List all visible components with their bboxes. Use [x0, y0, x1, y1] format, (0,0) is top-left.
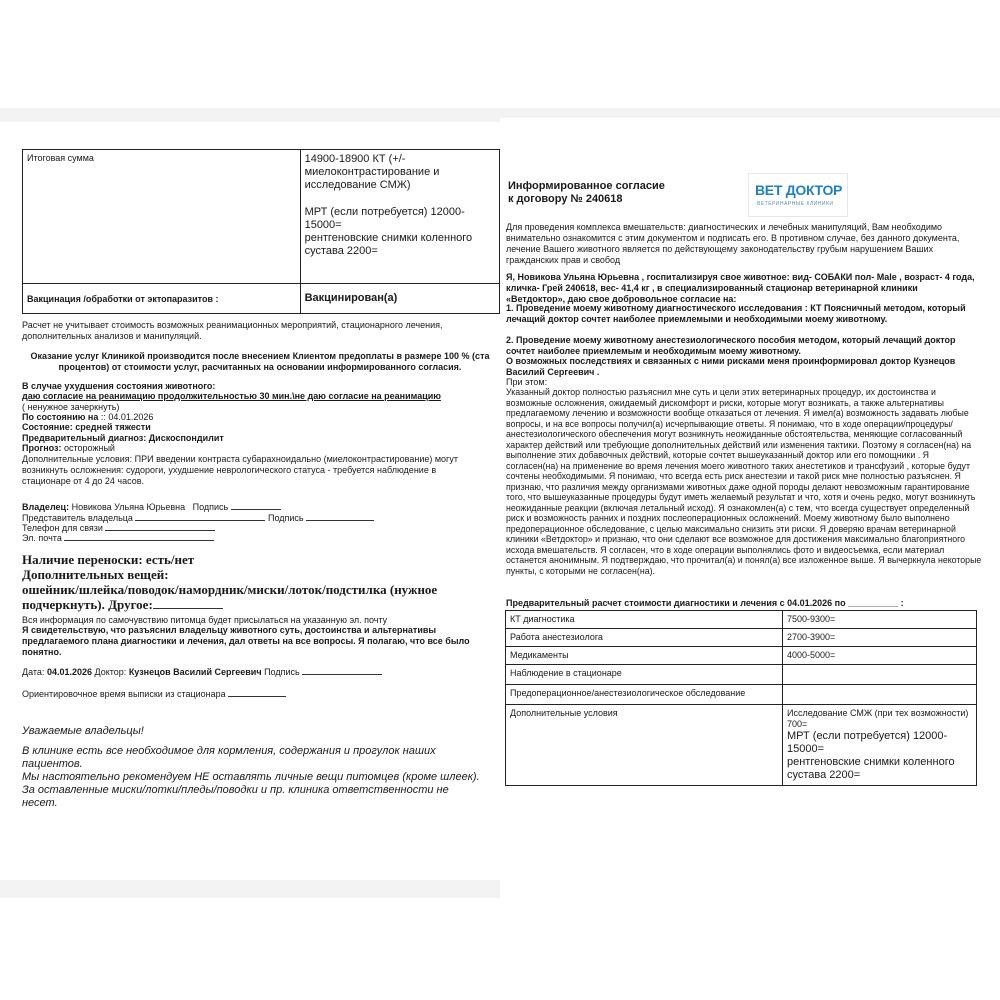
- owner-name: Новикова Ульяна Юрьевна: [71, 502, 186, 512]
- vaccination-label: Вакцинация /обработки от эктопаразитов :: [23, 284, 301, 314]
- cost-row-name: КТ диагностика: [506, 611, 783, 629]
- cost-row-name: Предоперационное/анестезиологическое обследование: [506, 685, 783, 705]
- doctor-certification: Я свидетельствую, что разъяснил владельцу животного суть, достоинства и альтернативы предлагаемого плана диагностики и лечения, дал ответы на все вопросы. Я полагаю, что все было понятно.: [22, 625, 470, 657]
- extra-conditions-value: [783, 705, 977, 786]
- prognosis-line: [22, 443, 115, 454]
- vetdoctor-logo: [748, 173, 848, 217]
- clinic-info: [22, 745, 482, 810]
- owner-label: Владелец:: [22, 502, 70, 512]
- cost-row-value: [783, 685, 977, 705]
- email-info-note: Вся информация по самочувствию питомца будет присылаться на указанную эл. почту: [22, 615, 388, 625]
- risks-info: О возможных последствиях и связанных с ними рисками меня проинформировал доктор Кузнецов Василий Сергеевич .: [506, 356, 956, 377]
- consent-title: [508, 180, 665, 206]
- doctor-signature-field[interactable]: [302, 674, 382, 675]
- owner-line: [22, 502, 492, 513]
- email-line: [22, 533, 214, 544]
- state-date-label: По состоянию на: [22, 412, 99, 422]
- date-value: 04.01.2026: [46, 667, 92, 677]
- diagnosis-label: Предварительный диагноз:: [22, 433, 147, 443]
- items-list: ошейник/шлейка/поводок/намордник/миски/лоток/подстилка (нужное подчеркнуть). Другое:: [22, 582, 438, 612]
- summary-mri-price: МРТ (если потребуется) 12000-15000=: [304, 206, 465, 231]
- where-label: При этом:: [506, 377, 548, 387]
- discharge-time-field[interactable]: [228, 696, 286, 697]
- prepayment-notice: Оказание услуг Клиникой производится после внесением Клиентом предоплаты в размере 100 % (ста процентов) от стоимости услуг, расчитанных на основании информированного согласия.: [30, 351, 490, 372]
- logo-text: ВЕТ ДОКТОР: [755, 182, 843, 198]
- consent-main: Я, Новикова Ульяна Юрьевна , госпитализируя свое животное: вид- СОБАКИ пол- Male , возраст- 4 года, кличка- Грей 240618, вес- 41,4 кг , в специализированный стационар ветеринарной клиники «Ветдоктор», даю свое добровольное согласие на:: [506, 272, 975, 304]
- owner-signature-field[interactable]: [231, 509, 281, 510]
- items-title: Дополнительных вещей:: [22, 567, 169, 582]
- cost-row-name: Наблюдение в стационаре: [506, 665, 783, 685]
- cost-row: [506, 647, 977, 665]
- phone-label: Телефон для связи: [22, 523, 103, 533]
- summary-table: [22, 149, 500, 314]
- owner-sign-label: Подпись: [192, 502, 229, 512]
- representative-field[interactable]: [135, 520, 265, 521]
- email-field[interactable]: [64, 540, 214, 541]
- prognosis-value: осторожный: [64, 443, 115, 453]
- xray-price: рентгеновские снимки коленного сустава 2200=: [787, 756, 955, 781]
- belongings-block: [22, 552, 472, 612]
- discharge-line: [22, 689, 492, 700]
- summary-label: Итоговая сумма: [23, 150, 301, 284]
- representative-sign-label: Подпись: [267, 513, 304, 523]
- phone-field[interactable]: [105, 530, 215, 531]
- items-list-line: [22, 582, 472, 612]
- cost-row: [506, 665, 977, 685]
- right-document-page: [500, 118, 1000, 898]
- representative-signature-field[interactable]: [306, 520, 374, 521]
- cost-row-name: Работа анестезиолога: [506, 629, 783, 647]
- diagnosis-value: Дискоспондилит: [148, 433, 224, 443]
- representative-label: Представитель владельца: [22, 513, 133, 523]
- state-date-value: :: 04.01.2026: [100, 412, 154, 422]
- consent-item-1: 1. Проведение моему животному диагностического исследования : КТ Поясничный методом, который лечащий доктор сочтет наиболее приемлемыми и необходимыми моему животному.: [506, 303, 966, 324]
- doctor-label: Доктор:: [94, 667, 127, 677]
- strike-note: ( ненужное зачеркнуть): [22, 402, 120, 412]
- email-label: Эл. почта: [22, 533, 62, 543]
- summary-xray-price: рентгеновские снимки коленного сустава 2200=: [304, 232, 473, 257]
- consent-body: Указанный доктор полностью разъяснил мне суть и цели этих ветеринарных процедур, их достоинства и возможные осложнения, ожидаемый дискомфорт и риски, которые могут возникать, а также альтернативы предлагаемому лечению и возможности вообще отказаться от лечения. Я имел(а) возможность задавать любые вопросы, и на все вопросы получил(а) исчерпывающие ответы. Я понимаю, что в ходе операции/процедуры/ анестезиологического обеспечения могут возникнуть неожиданные обстоятельства, меняющие согласованный характер действий или требующие дополнительных действий или изменения тактики. Поэтому я согласен(на) на выполнение этих добавочных действий, которые сочтет вышеуказанный доктор или его помощники . Я согласен(на) на применение во время лечения моего животного таких анестетиков и трансфузий , которые будут сочтены необходимыми. Я понимаю, что всегда есть риск анестезии и такой риск мне полностью разъяснен. Я признаю, что различия между организмами животных даже одной породы делают невозможным гарантирование того, что вышеуказанные процедуры будут иметь желаемый результат и что, хотя и очень редко, могут возникнуть неожиданные реакции (включая летальный исход). Я ознакомлен(а) с тем, что всегда существует определенный риск и возможность ранних и поздних послеоперационных осложнений. Моему животному было выполнено предоперационное обследование, с целью максимально снизить эти риски. Я доверяю врачам ветеринарной клиники «Ветдоктор» и признаю, что они сделают все возможное для достижения максимально благоприятного исхода вмешательств. Я согласен, что в ходе операции выполнялись фото и видеосъемка, если материал останется анонимным. Я подтверждаю, что прочитал(а) и понял(а) все изложенное выше. Я вычеркнула некоторые пункты, с которыми не согласен(на).: [506, 387, 982, 576]
- extra-conditions-label: Дополнительные условия: [506, 705, 783, 786]
- condition-value: средней тяжести: [75, 422, 151, 432]
- mri-price: МРТ (если потребуется) 12000-15000=: [787, 730, 948, 755]
- condition-line: [22, 422, 151, 433]
- resuscitation-note: Расчет не учитывает стоимость возможных реанимационных мероприятий, стационарного лечения, дополнительных анализов и манипуляций.: [22, 320, 443, 341]
- left-document-page: [0, 122, 500, 880]
- cost-row-name: Медикаменты: [506, 647, 783, 665]
- resuscitation-consent: даю согласие на реанимацию продолжительностью 30 мин.\не даю согласие на реанимацию: [22, 391, 441, 401]
- doctor-name: Кузнецов Василий Сергеевич: [128, 667, 262, 677]
- condition-label: Состояние:: [22, 422, 73, 432]
- date-label: Дата:: [22, 667, 45, 677]
- cost-row-value: [783, 665, 977, 685]
- vaccination-value: Вакцинирован(а): [300, 284, 499, 314]
- clinic-info-p3: За оставленные миски/лотки/пледы/поводки и пр. клиника ответственности не несет.: [22, 784, 449, 809]
- other-items-field[interactable]: [153, 608, 223, 609]
- consent-item-2: 2. Проведение моему животному анестезиологического пособия методом, который лечащий доктор сочтет наиболее приемлемым и необходимым моему животному.: [506, 335, 956, 356]
- cost-row: [506, 629, 977, 647]
- cost-row-value: 2700-3900=: [783, 629, 977, 647]
- cost-table: [505, 610, 977, 786]
- date-doctor-line: [22, 667, 492, 678]
- cost-title: Предварительный расчет стоимости диагностики и лечения с 04.01.2026 по __________ :: [506, 598, 904, 608]
- summary-value: [300, 150, 499, 284]
- cost-row: [506, 611, 977, 629]
- consent-title-line1: Информированное согласие: [508, 180, 665, 192]
- extra-conditions: Дополнительные условия: ПРИ введении контраста субарахноидально (миелоконтрастирование) могут возникнуть осложнения: судороги, ухудшение неврологического статуса - требуется наблюдение в стационаре от 4 до 24 часов.: [22, 454, 458, 486]
- clinic-info-p1: В клинике есть все необходимое для кормления, содержания и прогулок наших пациентов.: [22, 745, 436, 770]
- consent-title-line2: к договору № 240618: [508, 193, 623, 205]
- cost-row-value: 4000-5000=: [783, 647, 977, 665]
- cost-row: [506, 685, 977, 705]
- carrier-title: Наличие переноски: есть/нет: [22, 552, 195, 567]
- csf-study-price: Исследование СМЖ (при тех возможности) 700=: [787, 708, 969, 729]
- summary-ct-price: 14900-18900 КТ (+/- миелоконтрастирование и исследование СМЖ): [304, 153, 440, 191]
- consent-intro: Для проведения комплекса вмешательств: диагностических и лечебных манипуляций, Вам необходимо внимательно ознакомится с этим документом и подписать его. В противном случае, без данного документа, лечение Вашего животного является по действующему законодательству грубым нарушением Ваших гражданских прав и свобод: [506, 222, 960, 265]
- worsening-title: В случае ухудшения состояния животного:: [22, 381, 216, 391]
- dear-owners-heading: Уважаемые владельцы!: [22, 725, 144, 737]
- logo-subtitle: ВЕТЕРИНАРНЫЕ КЛИНИКИ: [757, 201, 834, 207]
- clinic-info-p2: Мы настоятельно рекомендуем НЕ оставлять личные вещи питомцев (кроме шлеек).: [22, 771, 480, 783]
- doctor-sign-label: Подпись: [264, 667, 300, 677]
- discharge-label: Ориентировочное время выписки из стационара: [22, 689, 226, 699]
- prognosis-label: Прогноз:: [22, 443, 62, 453]
- extra-conditions-row: [506, 705, 977, 786]
- cost-row-value: 7500-9300=: [783, 611, 977, 629]
